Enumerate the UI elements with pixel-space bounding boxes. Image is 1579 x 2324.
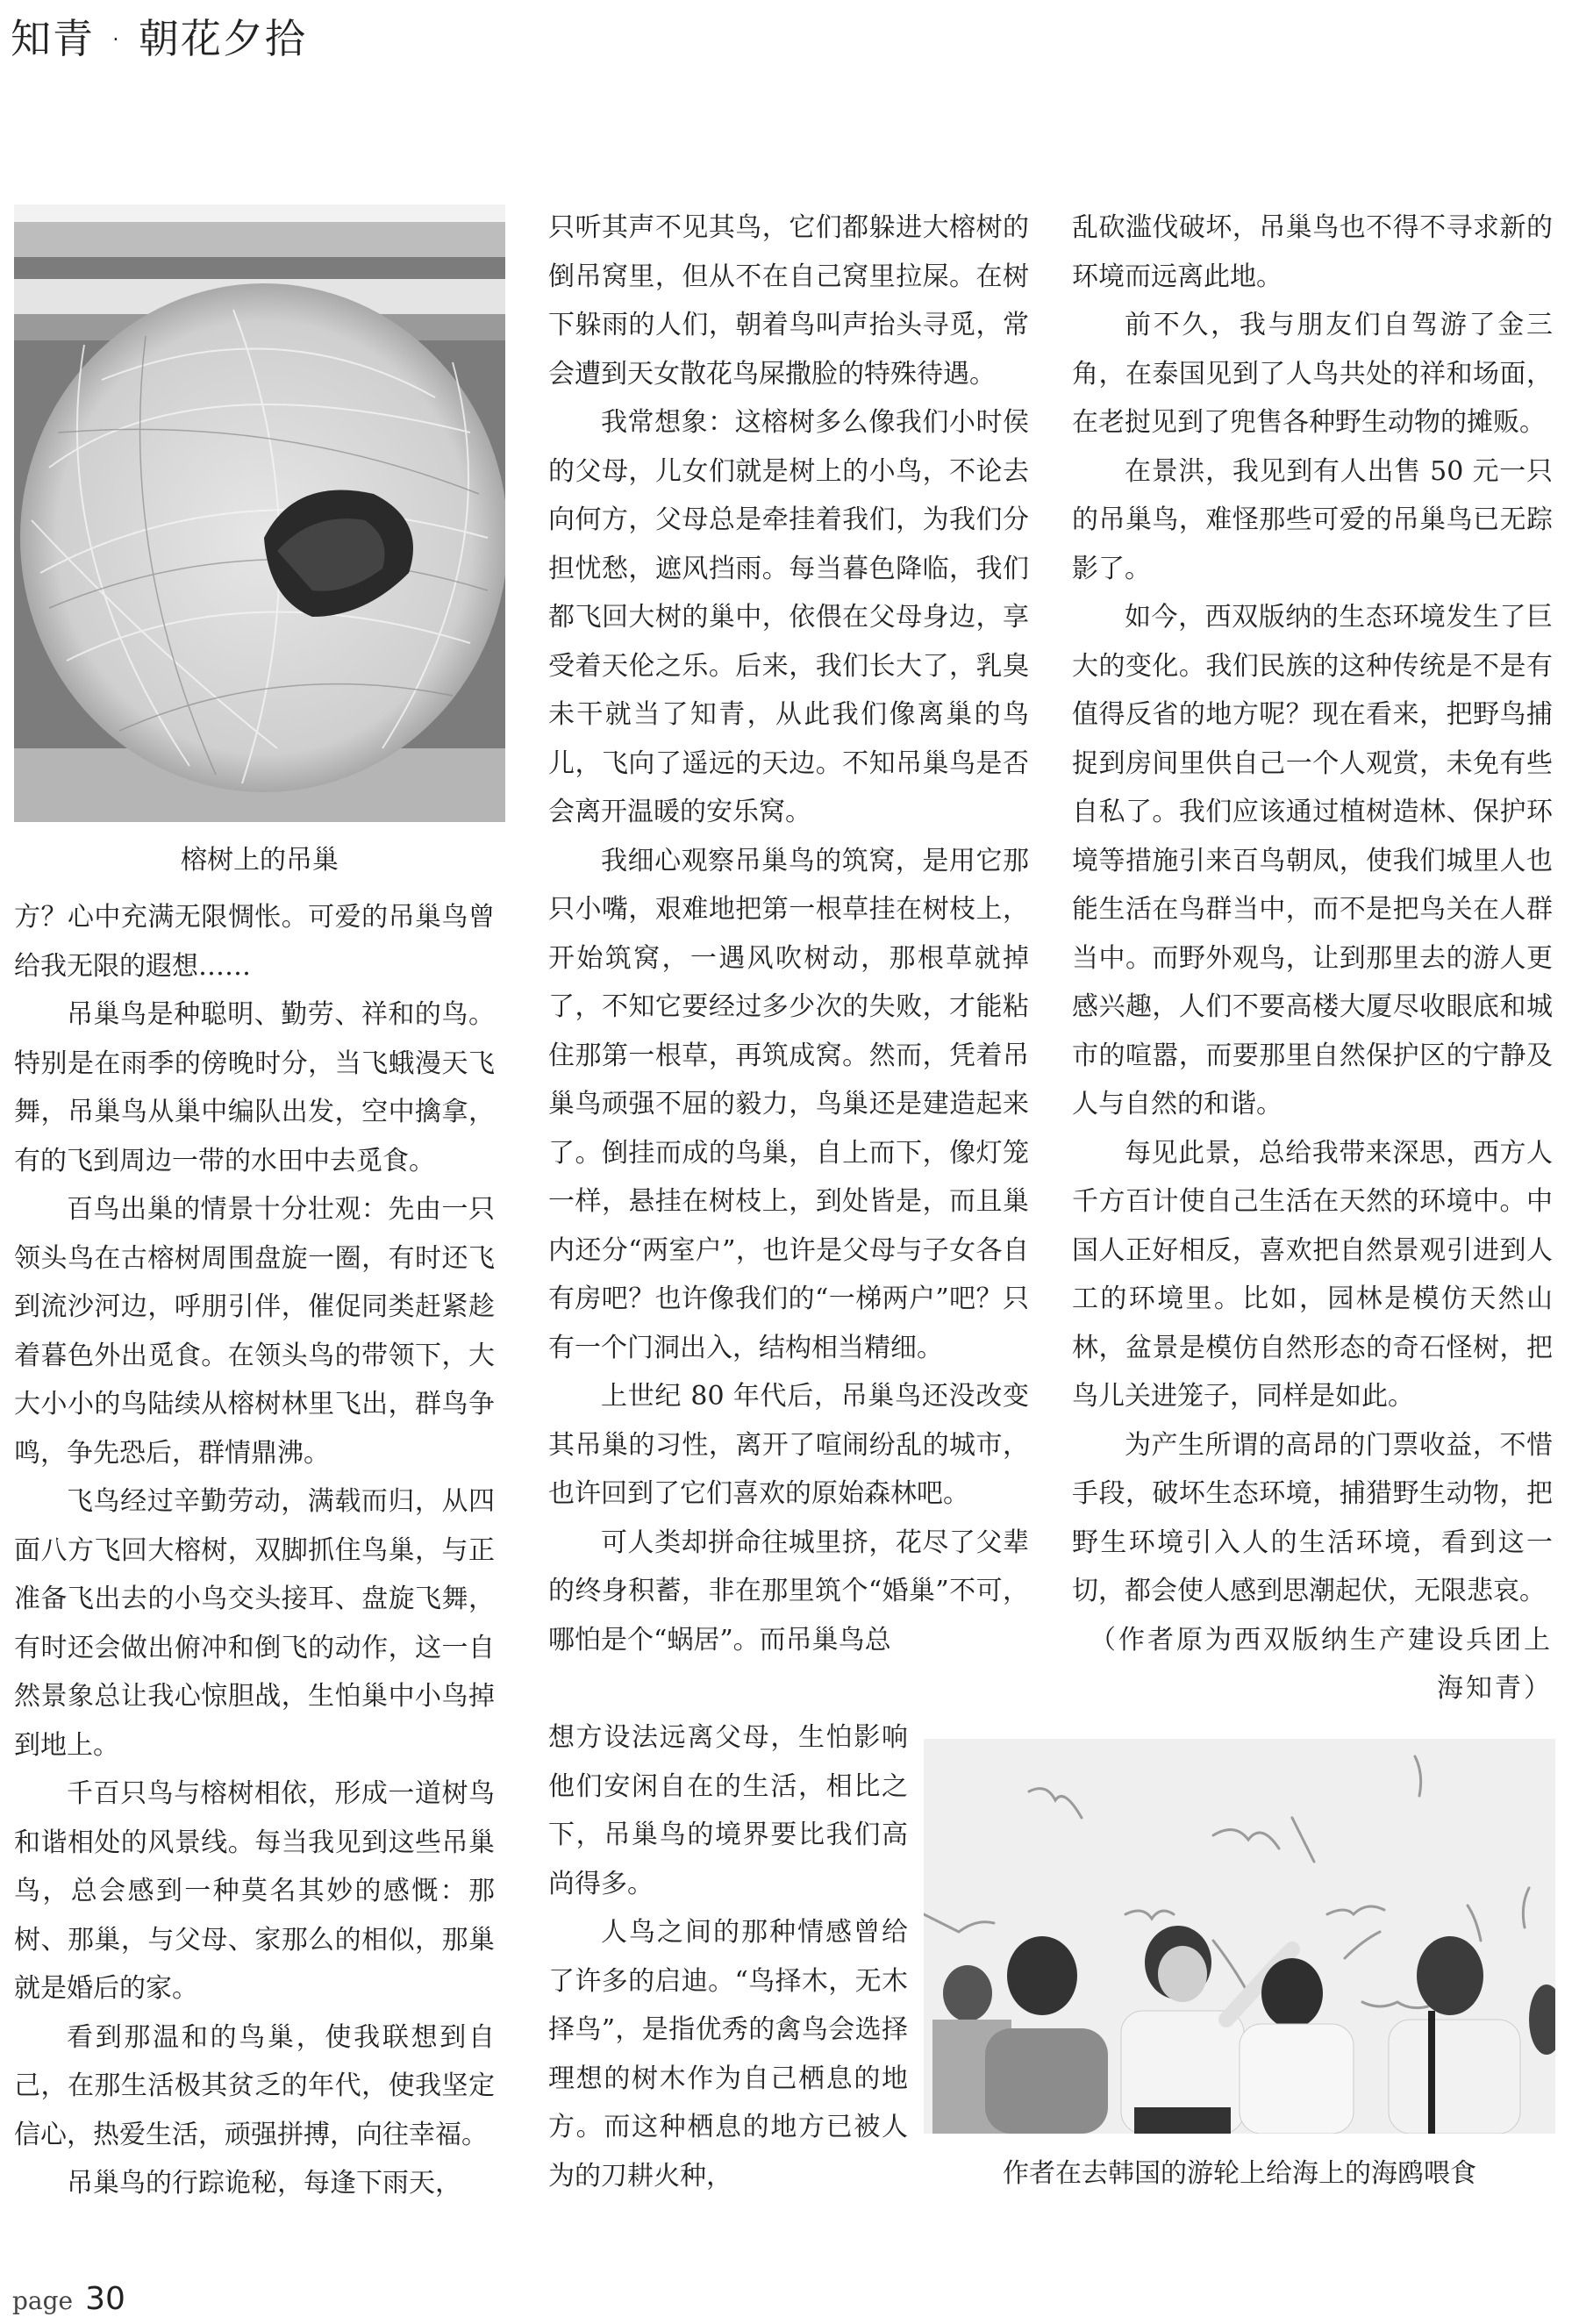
- seagull-photo: [924, 1739, 1555, 2134]
- article-column-2: [548, 204, 1029, 1664]
- page-label: page: [12, 2286, 74, 2315]
- paragraph: 上世纪 80 年代后，吊巢鸟还没改变其吊巢的习性，离开了喧闹纷乱的城市，也许回到了它们喜欢的原始森林吧。: [548, 1381, 1029, 1509]
- paragraph: 前不久，我与朋友们自驾游了金三角，在泰国见到了人鸟共处的祥和场面，在老挝见到了兜售各种野生动物的摊贩。: [1072, 310, 1553, 438]
- paragraph: 可人类却拼命往城里挤，花尽了父辈的终身积蓄，非在那里筑个“婚巢”不可，哪怕是个“蜗居”。而吊巢鸟总: [548, 1527, 1029, 1655]
- bird-nest-icon: [14, 204, 505, 822]
- author-note: （作者原为西双版纳生产建设兵团上海知青）: [1090, 1624, 1553, 1704]
- paragraph: 方？心中充满无限惆怅。可爱的吊巢鸟曾给我无限的遐想……: [14, 902, 495, 982]
- paragraph: 为产生所谓的高昂的门票收益，不惜手段，破坏生态环境，捕猎野生动物，把野生环境引入人的生活环境，看到这一切，都会使人感到思潮起伏，无限悲哀。: [1072, 1429, 1553, 1606]
- paragraph: 我细心观察吊巢鸟的筑窝，是用它那只小嘴，艰难地把第一根草挂在树枝上，开始筑窝，一遇风吹树动，那根草就掉了，不知它要经过多少次的失败，才能粘住那第一根草，再筑成窝。然而，凭着吊巢鸟顽强不屈的毅力，鸟巢还是建造起来了。倒挂而成的鸟巢，自上而下，像灯笼一样，悬挂在树枝上，到处皆是，而且巢内还分“两室户”，也许是父母与子女各自有房吧？也许像我们的“一梯两户”吧？只有一个门洞出入，结构相当精细。: [548, 845, 1029, 1363]
- paragraph: 想方设法远离父母，生怕影响他们安闲自在的生活，相比之下，吊巢鸟的境界要比我们高尚得多。: [548, 1722, 908, 1899]
- paragraph: 我常想象：这榕树多么像我们小时侯的父母，儿女们就是树上的小鸟，不论去向何方，父母总是牵挂着我们，为我们分担忧愁，遮风挡雨。每当暮色降临，我们都飞回大树的巢中，依偎在父母身边，享受着天伦之乐。后来，我们长大了，乳臭未干就当了知青，从此我们像离巢的鸟儿，飞向了遥远的天边。不知吊巢鸟是否会离开温暖的安乐窝。: [548, 407, 1029, 827]
- section-header: 知青 · 朝花夕拾: [11, 15, 307, 62]
- nest-photo-caption: 榕树上的吊巢: [181, 845, 339, 876]
- paragraph: 在景洪，我见到有人出售 50 元一只的吊巢鸟，难怪那些可爱的吊巢鸟已无踪影了。: [1072, 455, 1553, 584]
- seagull-photo-caption: 作者在去韩国的游轮上给海上的海鸥喂食: [1003, 2158, 1476, 2189]
- paragraph: 千百只鸟与榕树相依，形成一道树鸟和谐相处的风景线。每当我见到这些吊巢鸟，总会感到一种莫名其妙的感慨：那树、那巢，与父母、家那么的相似，那巢就是婚后的家。: [14, 1778, 495, 2004]
- page-number-value: 30: [85, 2281, 125, 2317]
- paragraph: 人鸟之间的那种情感曾给了许多的启迪。“鸟择木，无木择鸟”，是指优秀的禽鸟会选择理想的树木作为自己栖息的地方。而这种栖息的地方已被人为的刀耕火种，: [548, 1917, 908, 2192]
- paragraph: 乱砍滥伐破坏，吊巢鸟也不得不寻求新的环境而远离此地。: [1072, 212, 1553, 292]
- paragraph: 每见此景，总给我带来深思，西方人千方百计使自己生活在天然的环境中。中国人正好相反，喜欢把自然景观引进到人工的环境里。比如，园林是模仿天然山林，盆景是模仿自然形态的奇石怪树，把鸟儿关进笼子，同样是如此。: [1072, 1137, 1553, 1412]
- paragraph: 如今，西双版纳的生态环境发生了巨大的变化。我们民族的这种传统是不是有值得反省的地方呢？现在看来，把野鸟捕捉到房间里供自己一个人观赏，未免有些自私了。我们应该通过植树造林、保护环境等措施引来百鸟朝凤，使我们城里人也能生活在鸟群当中，而不是把鸟关在人群当中。而野外观鸟，让到那里去的游人更感兴趣，人们不要高楼大厦尽收眼底和城市的喧嚣，而要那里自然保护区的宁静及人与自然的和谐。: [1072, 602, 1553, 1119]
- article-column-2-narrow: [548, 1713, 908, 2200]
- paragraph: 吊巢鸟的行踪诡秘，每逢下雨天，: [67, 2168, 461, 2199]
- paragraph: 看到那温和的鸟巢，使我联想到自己，在那生活极其贫乏的年代，使我坚定信心，热爱生活，顽强拼搏，向往幸福。: [14, 2021, 495, 2150]
- article-column-1: [14, 893, 495, 2208]
- paragraph: 百鸟出巢的情景十分壮观：先由一只领头鸟在古榕树周围盘旋一圈，有时还飞到流沙河边，呼朋引伴，催促同类赶紧趁着暮色外出觅食。在领头鸟的带领下，大大小小的鸟陆续从榕树林里飞出，群鸟争鸣，争先恐后，群情鼎沸。: [14, 1194, 495, 1469]
- paragraph: 吊巢鸟是种聪明、勤劳、祥和的鸟。特别是在雨季的傍晚时分，当飞蛾漫天飞舞，吊巢鸟从巢中编队出发，空中擒拿，有的飞到周边一带的水田中去觅食。: [14, 999, 495, 1176]
- page-number: [12, 2281, 125, 2317]
- paragraph: 只听其声不见其鸟，它们都躲进大榕树的倒吊窝里，但从不在自己窝里拉屎。在树下躲雨的人们，朝着鸟叫声抬头寻觅，常会遭到天女散花鸟屎撒脸的特殊待遇。: [548, 212, 1029, 390]
- article-column-3: [1072, 204, 1553, 1713]
- paragraph: 飞鸟经过辛勤劳动，满载而归，从四面八方飞回大榕树，双脚抓住鸟巢，与正准备飞出去的小鸟交头接耳、盘旋飞舞，有时还会做出俯冲和倒飞的动作，这一自然景象总让我心惊胆战，生怕巢中小鸟掉到地上。: [14, 1486, 495, 1761]
- nest-photo: [14, 204, 505, 822]
- seagull-feeding-icon: [924, 1739, 1555, 2134]
